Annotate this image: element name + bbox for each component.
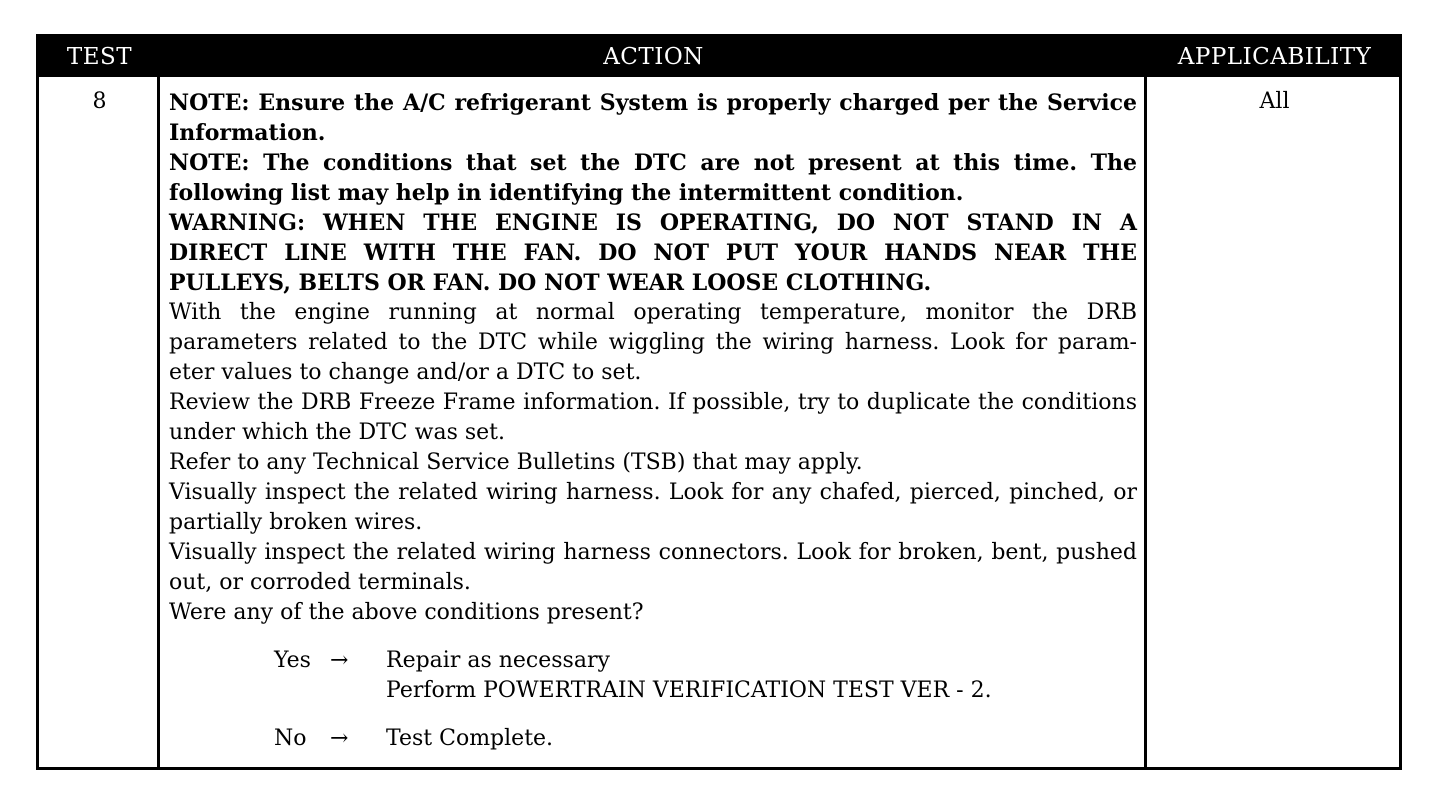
header-action: ACTION [603,44,704,70]
column-divider [1144,77,1147,767]
note-paragraph: WARNING: WHEN THE ENGINE IS OPERATING, DO NOT STAND IN A DIRECT LINE WITH THE FAN. DO NOT PUT YOUR HANDS NEAR THE PULLEYS, BELTS OR FAN. DO NOT WEAR LOOSE CLOTHING. [169,210,1137,296]
instruction-paragraph: Refer to any Technical Service Bulletins (TSB) that may apply. [169,450,863,475]
instruction-paragraph: Visually inspect the related wiring harness. Look for any chafed, pierced, pinched, or partially broken wires. [169,480,1137,535]
outcome-label: Yes [274,648,311,673]
column-divider [157,77,160,767]
outcome-action-line: Test Complete. [386,726,554,751]
table-header [39,37,1399,77]
action-paragraphs [169,88,1137,628]
outcome-no [274,724,1137,754]
action-cell [169,88,1137,772]
right-arrow-icon: → [330,726,349,751]
outcome-action-line: Repair as necessary [386,648,610,673]
applicability-value: All [1259,89,1290,114]
outcome-actions [386,724,1137,754]
outcome-actions [386,646,1137,706]
outcome-yes [274,646,1137,706]
instruction-paragraph: With the engine running at normal operating temperature, monitor the DRB parameters related to the DTC while wiggling the wiring harness. Look for param-eter values to change and/or a DTC to set. [169,300,1137,385]
outcomes [274,646,1137,754]
test-number: 8 [92,89,107,114]
note-paragraph: NOTE: The conditions that set the DTC are not present at this time. The following list may help in identifying the intermittent condition. [169,150,1137,206]
outcome-action-line: Perform POWERTRAIN VERIFICATION TEST VER - 2. [386,678,992,703]
instruction-paragraph: Were any of the above conditions present? [169,600,644,625]
diagnostic-test-table [36,34,1402,770]
instruction-paragraph: Review the DRB Freeze Frame information. If possible, try to duplicate the conditions under which the DTC was set. [169,390,1137,445]
instruction-paragraph: Visually inspect the related wiring harness connectors. Look for broken, bent, pushed out, or corroded terminals. [169,540,1137,595]
note-paragraph: NOTE: Ensure the A/C refrigerant System is properly charged per the Service Information. [169,90,1137,146]
right-arrow-icon: → [330,648,349,673]
header-applicability: APPLICABILITY [1177,44,1372,70]
outcome-label: No [274,726,307,751]
header-test: TEST [66,44,133,70]
